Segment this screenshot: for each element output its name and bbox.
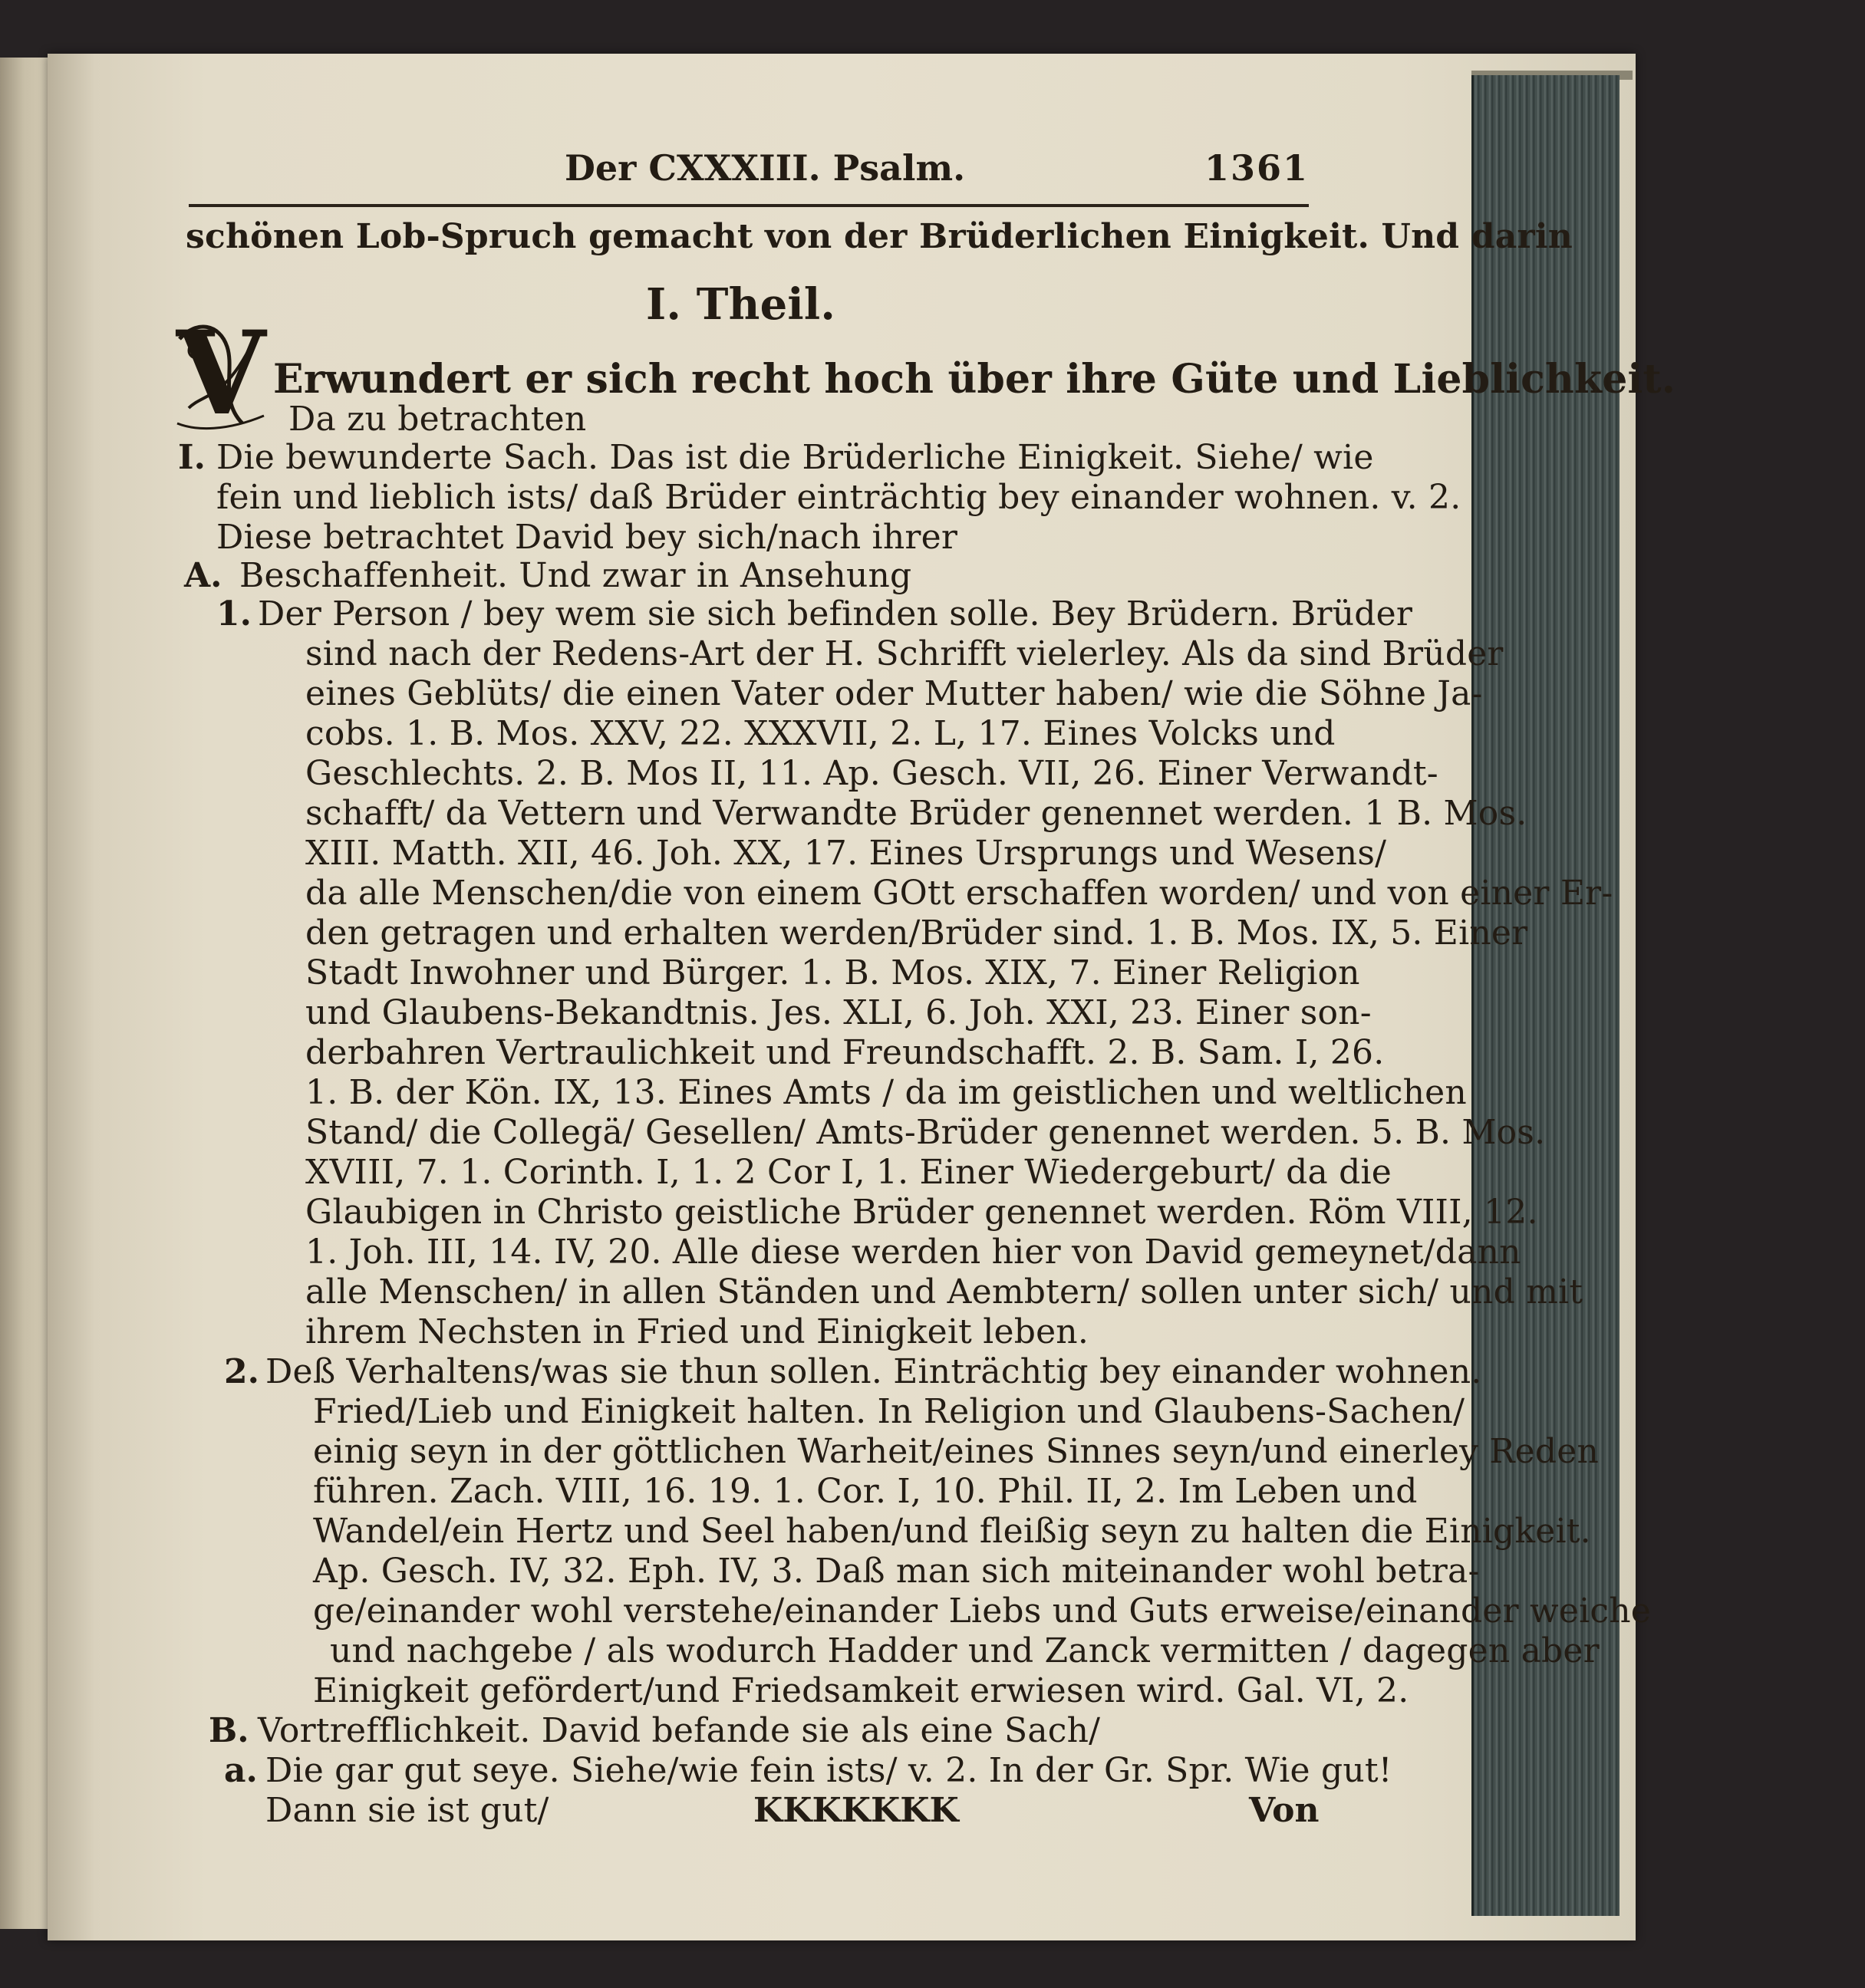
text-line-17: und Glaubens-Bekandtnis. Jes. XLI, 6. Joh. XXI, 23. Einer son- — [305, 993, 1372, 1032]
initial-letter: V — [176, 306, 266, 441]
text-line-16: Stadt Inwohner und Bürger. 1. B. Mos. XIX, 7. Einer Religion — [305, 953, 1360, 992]
text-line-29: führen. Zach. VIII, 16. 19. 1. Cor. I, 10. Phil. II, 2. Im Leben und — [313, 1472, 1418, 1511]
text-line-24: alle Menschen/ in allen Ständen und Aembtern/ sollen unter sich/ und mit — [305, 1272, 1583, 1312]
catchword: Von — [1249, 1791, 1320, 1830]
text-line-14: da alle Menschen/die von einem GOtt erschaffen worden/ und von einer Er- — [305, 874, 1613, 913]
running-head — [189, 147, 1309, 201]
text-line-6: Beschaffenheit. Und zwar in Ansehung — [239, 556, 912, 595]
text-line-8: sind nach der Redens-Art der H. Schrifft vielerley. Als da sind Brüder — [305, 634, 1504, 673]
text-line-35: Vortrefflichkeit. David befande sie als eine Sach/ — [258, 1711, 1101, 1750]
text-line-10: cobs. 1. B. Mos. XXV, 22. XXXVII, 2. L, 17. Eines Volcks und — [305, 714, 1336, 753]
text-line-33: und nachgebe / als wodurch Hadder und Zanck vermitten / dagegen aber — [330, 1631, 1600, 1670]
intro-line: schönen Lob-Spruch gemacht von der Brüderlichen Einigkeit. Und darin — [186, 217, 1573, 256]
text-line-31: Ap. Gesch. IV, 32. Eph. IV, 3. Daß man sich miteinander wohl betra- — [313, 1552, 1480, 1591]
text-line-19: 1. B. der Kön. IX, 13. Eines Amts / da im geistlichen und weltlichen — [305, 1073, 1467, 1112]
running-title: Der CXXXIII. Psalm. — [565, 147, 966, 189]
text-line-9: eines Geblüts/ die einen Vater oder Mutter haben/ wie die Söhne Ja- — [305, 674, 1483, 713]
text-line-13: XIII. Matth. XII, 46. Joh. XX, 17. Eines Ursprungs und Wesens/ — [305, 834, 1387, 873]
page-number: 1361 — [1204, 147, 1309, 189]
section-heading: I. Theil. — [646, 279, 836, 330]
signature-mark: KKKKKKK — [753, 1791, 959, 1830]
text-line-7: Der Person / bey wem sie sich befinden solle. Bey Brüdern. Brüder — [258, 594, 1413, 634]
text-line-36: Die gar gut seye. Siehe/wie fein ists/ v. 2. In der Gr. Spr. Wie gut! — [265, 1751, 1392, 1790]
decorated-initial — [173, 306, 269, 441]
marker-one: 1. — [216, 594, 252, 634]
text-line-15: den getragen und erhalten werden/Brüder sind. 1. B. Mos. IX, 5. Einer — [305, 913, 1528, 953]
text-line-22: Glaubigen in Christo geistliche Brüder genennet werden. Röm VIII, 12. — [305, 1193, 1538, 1232]
text-line-3: Die bewunderte Sach. Das ist die Brüderliche Einigkeit. Siehe/ wie — [216, 438, 1374, 477]
text-line-28: einig seyn in der göttlichen Warheit/eines Sinnes seyn/und einerley Reden — [313, 1432, 1600, 1471]
text-line-32: ge/einander wohl verstehe/einander Liebs und Guts erweise/einander weiche — [313, 1591, 1652, 1631]
text-line-11: Geschlechts. 2. B. Mos II, 11. Ap. Gesch. VII, 26. Einer Verwandt- — [305, 754, 1438, 793]
text-line-30: Wandel/ein Hertz und Seel haben/und fleißig seyn zu halten die Einigkeit. — [313, 1512, 1591, 1551]
marker-two: 2. — [224, 1352, 259, 1391]
text-line-26: Deß Verhaltens/was sie thun sollen. Einträchtig bey einander wohnen. — [265, 1352, 1482, 1391]
marker-roman-one: I. — [178, 438, 206, 477]
text-line-18: derbahren Vertraulichkeit und Freundschafft. 2. B. Sam. I, 26. — [305, 1033, 1385, 1072]
header-rule — [189, 204, 1309, 207]
text-line-5: Diese betrachtet David bey sich/nach ihrer — [216, 518, 958, 557]
text-line-23: 1. Joh. III, 14. IV, 20. Alle diese werden hier von David gemeynet/dann — [305, 1233, 1521, 1272]
text-line-20: Stand/ die Collegä/ Gesellen/ Amts-Brüder genennet werden. 5. B. Mos. — [305, 1113, 1546, 1152]
text-line-2: Da zu betrachten — [288, 400, 587, 439]
marker-A: A. — [184, 556, 222, 595]
text-line-12: schafft/ da Vettern und Verwandte Brüder genennet werden. 1 B. Mos. — [305, 794, 1527, 833]
text-line-1: Erwundert er sich recht hoch über ihre Güte und Lieblichkeit. — [273, 356, 1676, 403]
text-line-34: Einigkeit gefördert/und Friedsamkeit erwiesen wird. Gal. VI, 2. — [313, 1671, 1409, 1710]
text-line-27: Fried/Lieb und Einigkeit halten. In Religion und Glaubens-Sachen/ — [313, 1392, 1465, 1431]
text-line-37: Dann sie ist gut/ — [265, 1791, 549, 1830]
marker-B: B. — [209, 1711, 249, 1750]
marker-a: a. — [224, 1751, 258, 1790]
text-line-25: ihrem Nechsten in Fried und Einigkeit leben. — [305, 1312, 1089, 1351]
text-line-21: XVIII, 7. 1. Corinth. I, 1. 2 Cor I, 1. Einer Wiedergeburt/ da die — [305, 1153, 1392, 1192]
text-line-4: fein und lieblich ists/ daß Brüder einträchtig bey einander wohnen. v. 2. — [216, 478, 1461, 517]
